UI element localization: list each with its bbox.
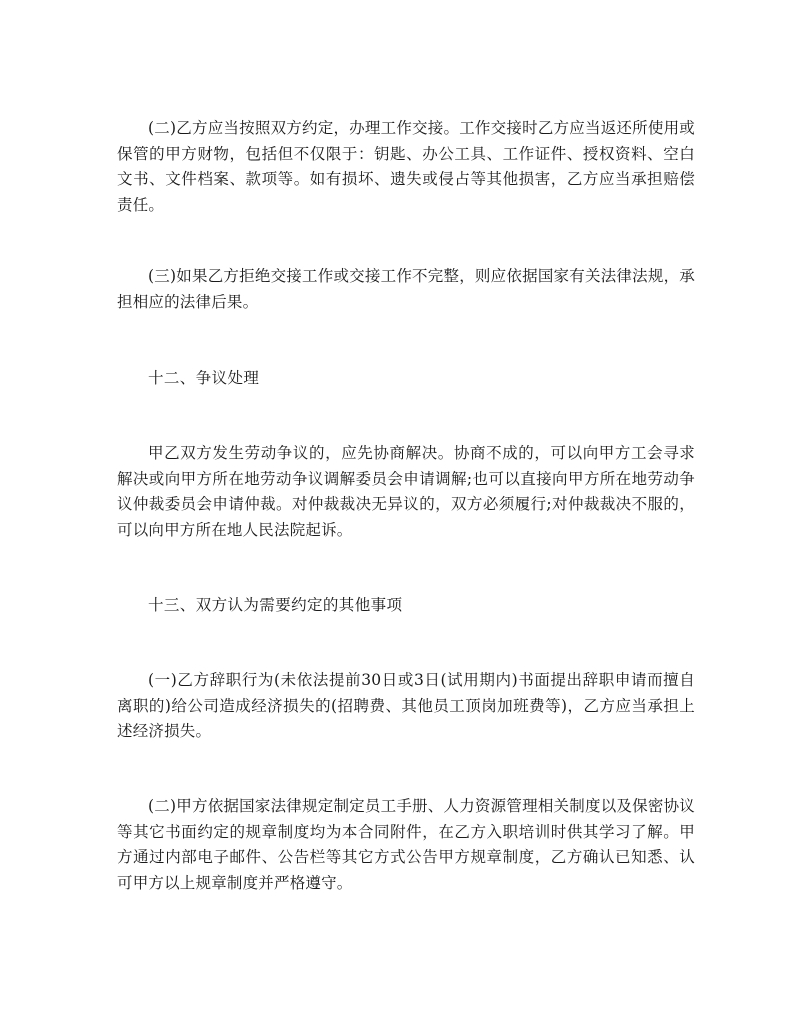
section-heading-dispute: 十二、争议处理: [148, 369, 260, 387]
section-heading-other-matters: 十三、双方认为需要约定的其他事项: [148, 596, 403, 614]
dispute-resolution-paragraph: 甲乙双方发生劳动争议的，应先协商解决。协商不成的，可以向甲方工会寻求解决或向甲方所在地劳动争议调解委员会申请调解;也可以直接向甲方所在地劳动争议仲裁委员会申请仲裁。对仲裁裁决无异议的，双方必须履行;对仲裁裁决不服的，可以向甲方所在地人民法院起诉。: [117, 444, 695, 539]
clause-handover-paragraph: (二)乙方应当按照双方约定，办理工作交接。工作交接时乙方应当返还所使用或保管的甲方财物，包括但不仅限于：钥匙、办公工具、工作证件、授权资料、空白文书、文件档案、款项等。如有损坏、遗失或侵占等其他损害，乙方应当承担赔偿责任。: [117, 119, 695, 214]
resignation-loss-paragraph: (一)乙方辞职行为(未依法提前30日或3日(试用期内)书面提出辞职申请而擅自离职的)给公司造成经济损失的(招聘费、其他员工顶岗加班费等)，乙方应当承担上述经济损失。: [117, 671, 695, 740]
company-rules-paragraph: (二)甲方依据国家法律规定制定员工手册、人力资源管理相关制度以及保密协议等其它书面约定的规章制度均为本合同附件，在乙方入职培训时供其学习了解。甲方通过内部电子邮件、公告栏等其它方式公告甲方规章制度，乙方确认已知悉、认可甲方以上规章制度并严格遵守。: [117, 797, 695, 892]
clause-refusal-paragraph: (三)如果乙方拒绝交接工作或交接工作不完整，则应依据国家有关法律法规，承担相应的法律后果。: [117, 267, 695, 311]
